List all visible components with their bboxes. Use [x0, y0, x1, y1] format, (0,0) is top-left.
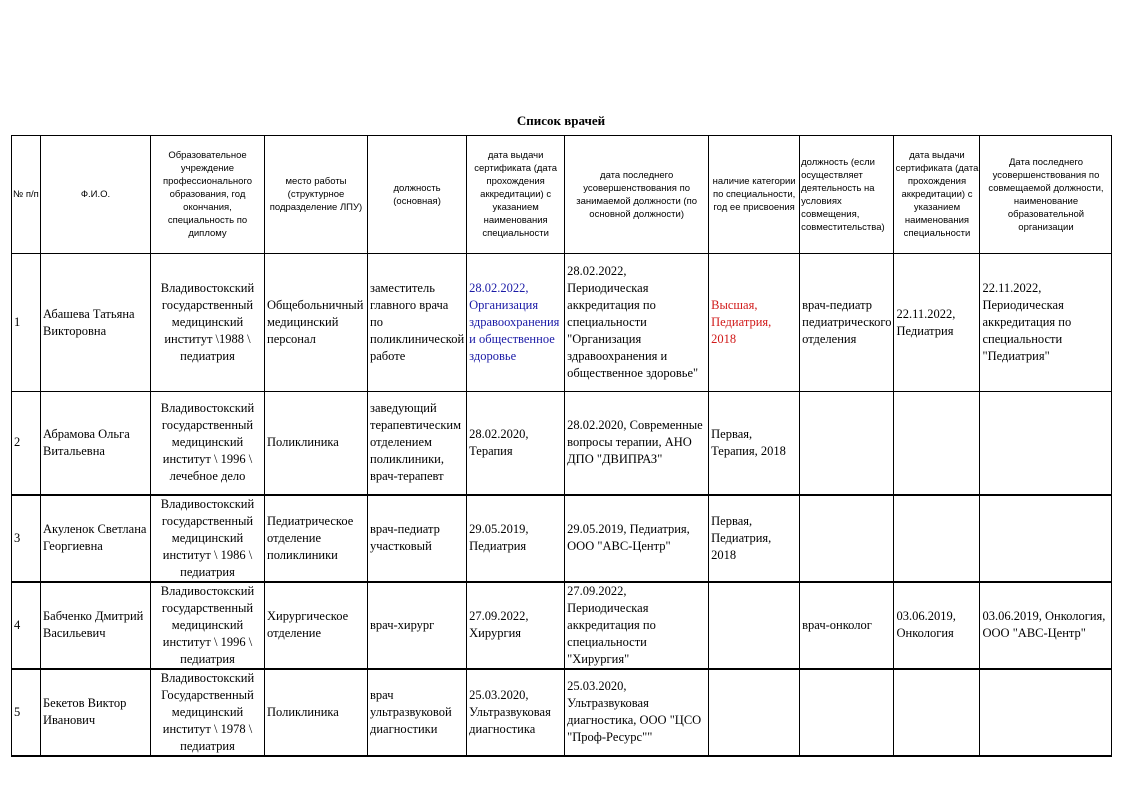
- education-cell: Владивостокский государственный медицинский институт \ 1996 \ педиатрия: [151, 582, 265, 669]
- training-cell: 28.02.2022, Периодическая аккредитация по специальности "Организация здравоохранения и общественное здоровье": [565, 254, 709, 392]
- workplace-cell: Хирургическое отделение: [265, 582, 368, 669]
- doctor-name: Абрамова Ольга Витальевна: [41, 392, 151, 495]
- position-cell: заместитель главного врача по поликлинической работе: [368, 254, 467, 392]
- second-certificate-cell: 03.06.2019, Онкология: [894, 582, 980, 669]
- education-cell: Владивостокский государственный медицинский институт \ 1986 \ педиатрия: [151, 495, 265, 582]
- category-cell: [709, 582, 800, 669]
- second-certificate-cell: [894, 669, 980, 756]
- position-cell: заведующий терапевтическим отделением поликлиники, врач-терапевт: [368, 392, 467, 495]
- table-row: [12, 495, 1112, 582]
- category-cell: [709, 669, 800, 756]
- doctor-name: Бекетов Виктор Иванович: [41, 669, 151, 756]
- header-cell: Образовательное учреждение профессионального образования, год окончания, специальность по диплому: [151, 136, 265, 254]
- category-cell: Первая, Терапия, 2018: [709, 392, 800, 495]
- certificate-cell: 28.02.2020, Терапия: [467, 392, 565, 495]
- second-position-cell: врач-онколог: [800, 582, 894, 669]
- table-row: [12, 582, 1112, 669]
- row-number: 2: [12, 392, 41, 495]
- certificate-cell: 25.03.2020, Ультразвуковая диагностика: [467, 669, 565, 756]
- position-cell: врач-хирург: [368, 582, 467, 669]
- workplace-cell: Общебольничный медицинский персонал: [265, 254, 368, 392]
- education-cell: Владивостокский государственный медицинский институт \ 1996 \ лечебное дело: [151, 392, 265, 495]
- row-number: 5: [12, 669, 41, 756]
- certificate-cell: 29.05.2019, Педиатрия: [467, 495, 565, 582]
- second-training-cell: 22.11.2022, Периодическая аккредитация по специальности "Педиатрия": [980, 254, 1112, 392]
- training-cell: 28.02.2020, Современные вопросы терапии, АНО ДПО "ДВИПРАЗ": [565, 392, 709, 495]
- row-number: 3: [12, 495, 41, 582]
- second-certificate-cell: 22.11.2022, Педиатрия: [894, 254, 980, 392]
- table-row: [12, 392, 1112, 495]
- second-training-cell: 03.06.2019, Онкология, ООО "АВС-Центр": [980, 582, 1112, 669]
- training-cell: 27.09.2022, Периодическая аккредитация по специальности "Хирургия": [565, 582, 709, 669]
- header-cell: место работы (структурное подразделение ЛПУ): [265, 136, 368, 254]
- workplace-cell: Поликлиника: [265, 392, 368, 495]
- education-cell: Владивостокский государственный медицинский институт \1988 \ педиатрия: [151, 254, 265, 392]
- header-cell: должность (если осуществляет деятельность на условиях совмещения, совместительства): [800, 136, 894, 254]
- workplace-cell: Поликлиника: [265, 669, 368, 756]
- row-number: 4: [12, 582, 41, 669]
- second-certificate-cell: [894, 392, 980, 495]
- doctor-name: Абашева Татьяна Викторовна: [41, 254, 151, 392]
- doctor-name: Бабченко Дмитрий Васильевич: [41, 582, 151, 669]
- second-training-cell: [980, 495, 1112, 582]
- training-cell: 29.05.2019, Педиатрия, ООО "АВС-Центр": [565, 495, 709, 582]
- header-cell: Ф.И.О.: [41, 136, 151, 254]
- row-number: 1: [12, 254, 41, 392]
- training-cell: 25.03.2020, Ультразвуковая диагностика, ООО "ЦСО "Проф-Ресурс"": [565, 669, 709, 756]
- position-cell: врач-педиатр участковый: [368, 495, 467, 582]
- header-cell: наличие категории по специальности, год ее присвоения: [709, 136, 800, 254]
- header-row: [12, 136, 1112, 254]
- workplace-cell: Педиатрическое отделение поликлиники: [265, 495, 368, 582]
- header-cell: дата выдачи сертификата (дата прохождения аккредитации) с указанием наименования специальности: [467, 136, 565, 254]
- education-cell: Владивостокский Государственный медицинский институт \ 1978 \ педиатрия: [151, 669, 265, 756]
- header-cell: дата последнего усовершенствования по занимаемой должности (по основной должности): [565, 136, 709, 254]
- doctors-table: [11, 135, 1112, 757]
- doctor-name: Акуленок Светлана Георгиевна: [41, 495, 151, 582]
- certificate-cell: 28.02.2022, Организация здравоохранения и общественное здоровье: [467, 254, 565, 392]
- document-title: Список врачей: [516, 113, 606, 128]
- second-position-cell: [800, 495, 894, 582]
- header-cell: должность (основная): [368, 136, 467, 254]
- table-row: [12, 254, 1112, 392]
- header-cell: № п/п: [12, 136, 41, 254]
- table-row: [12, 669, 1112, 756]
- certificate-cell: 27.09.2022, Хирургия: [467, 582, 565, 669]
- second-training-cell: [980, 392, 1112, 495]
- header-cell: дата выдачи сертификата (дата прохождения аккредитации) с указанием наименования специальности: [894, 136, 980, 254]
- second-position-cell: [800, 669, 894, 756]
- second-certificate-cell: [894, 495, 980, 582]
- second-training-cell: [980, 669, 1112, 756]
- second-position-cell: врач-педиатр педиатрического отделения: [800, 254, 894, 392]
- header-cell: Дата последнего усовершенствования по совмещаемой должности, наименование образовательной организации: [980, 136, 1112, 254]
- second-position-cell: [800, 392, 894, 495]
- position-cell: врач ультразвуковой диагностики: [368, 669, 467, 756]
- category-cell: Первая, Педиатрия, 2018: [709, 495, 800, 582]
- category-cell: Высшая, Педиатрия, 2018: [709, 254, 800, 392]
